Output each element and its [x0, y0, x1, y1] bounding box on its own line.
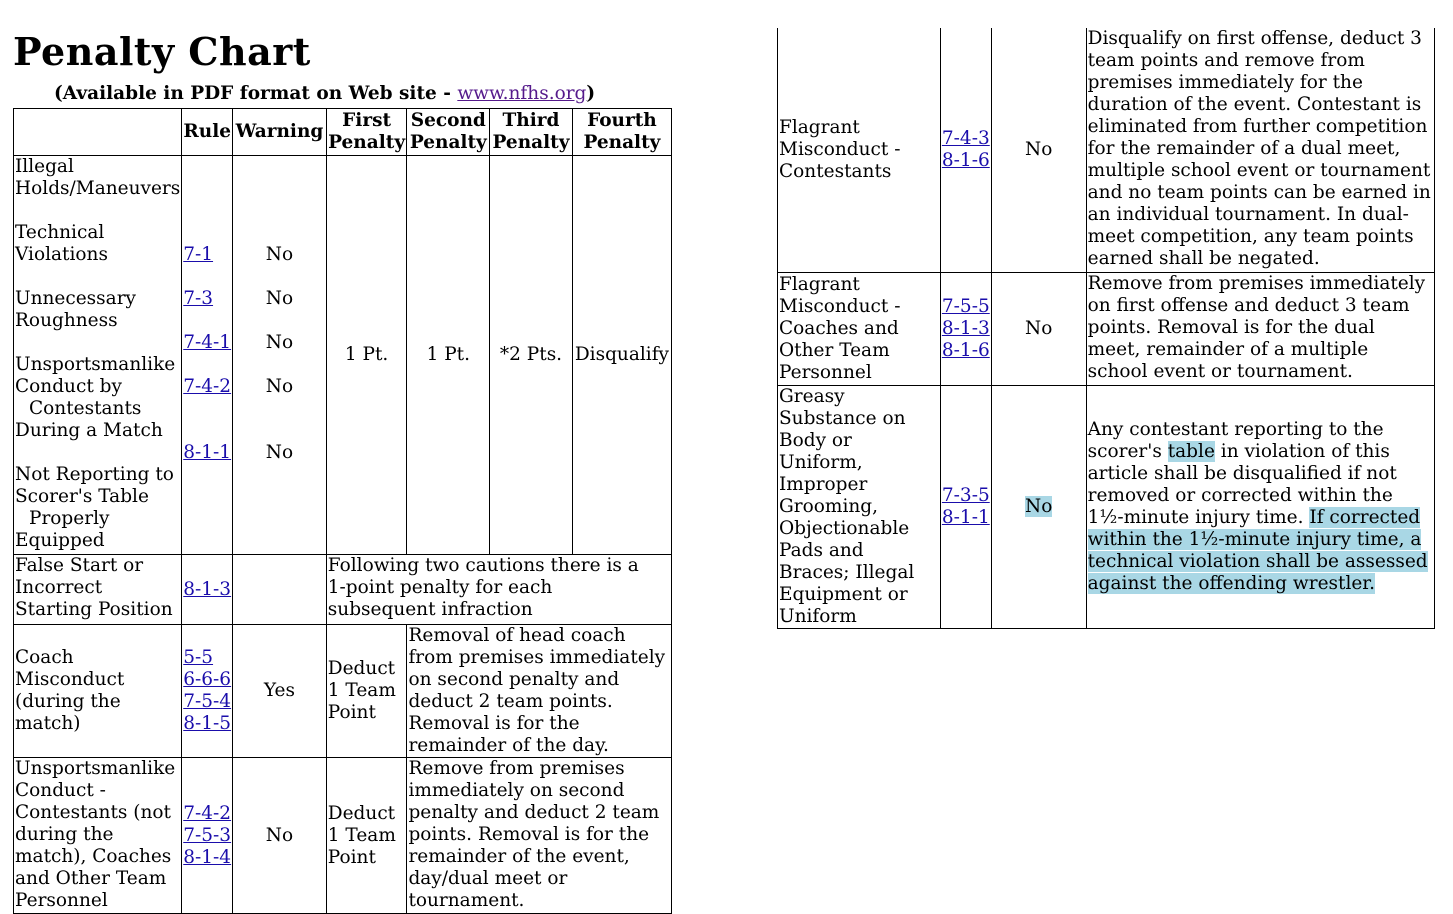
spacer [183, 420, 231, 442]
penalty-description: Following two cautions there is a 1-point penalty for each subsequent infraction [326, 555, 671, 625]
table-row [14, 156, 672, 555]
penalty-table-right [777, 28, 1435, 629]
spacer [183, 310, 231, 332]
table-row [778, 272, 1435, 385]
rule-cell [940, 28, 991, 272]
highlighted-text: table [1167, 440, 1215, 462]
offense-greasy-substance: Greasy Substance on Body or Uniform, Improper Grooming, Objectionable Pads and Braces; Illegal Equipment or Uniform [778, 385, 941, 628]
offense-technical-violations: Technical Violations [15, 222, 108, 265]
warning-cell: No [991, 272, 1086, 385]
header-second-line2: Penalty [409, 132, 487, 153]
rule-link[interactable]: 7-4-2 [183, 802, 232, 824]
offense-flagrant-contestants: Flagrant Misconduct - Contestants [778, 28, 941, 272]
header-fourth-line2: Penalty [583, 132, 661, 153]
offense-unsportsmanlike-line3: During a Match [15, 420, 163, 441]
header-third-line2: Penalty [492, 132, 570, 153]
spacer [234, 266, 325, 288]
rule-link[interactable]: 8-1-6 [941, 149, 990, 171]
header-rule [182, 109, 233, 156]
spacer [15, 266, 180, 288]
table-header-row [14, 109, 672, 156]
warning-cell: No [991, 28, 1086, 272]
table-row [14, 555, 672, 625]
header-first-line2: Penalty [328, 132, 406, 153]
rule-cell [940, 385, 991, 628]
rule-link[interactable]: 7-4-1 [183, 332, 232, 353]
rule-link[interactable]: 8-1-4 [183, 846, 232, 868]
header-second-line1: Second [410, 110, 486, 131]
header-warning [233, 109, 327, 156]
warning-value-highlighted: No [1025, 495, 1053, 517]
fourth-penalty-cell: Disqualify [572, 156, 671, 555]
header-fourth-line1: Fourth [587, 110, 657, 131]
first-penalty-cell: 1 Pt. [326, 156, 407, 555]
rule-link[interactable]: 7-1 [183, 244, 214, 265]
offense-not-reporting-line2: Properly [29, 508, 110, 529]
rule-link[interactable]: 8-1-3 [941, 317, 990, 339]
third-penalty-cell: *2 Pts. [490, 156, 573, 555]
warning-cell [233, 156, 327, 555]
header-third-line1: Third [502, 110, 560, 131]
warning-value: No [265, 376, 294, 397]
offense-coach-misconduct: Coach Misconduct (during the match) [14, 625, 182, 758]
rule-link[interactable]: 7-4-3 [941, 127, 990, 149]
rule-cell [182, 156, 233, 555]
rule-link[interactable]: 7-5-3 [183, 824, 232, 846]
spacer [183, 266, 231, 288]
rule-link[interactable]: 7-3-5 [941, 484, 990, 506]
spacer [183, 354, 231, 376]
warning-value: No [265, 288, 294, 309]
offense-unsportsmanlike-line2: Contestants [29, 398, 142, 419]
rule-cell [182, 758, 233, 914]
subtitle-prefix: (Available in PDF format on Web site - [54, 83, 458, 104]
rule-link[interactable]: 7-3 [183, 288, 214, 309]
description-text: Any contestant reporting to the scorer's [1087, 418, 1384, 462]
subtitle-suffix: ) [586, 83, 596, 104]
header-first-line1: First [342, 110, 392, 131]
offense-illegal-holds: Illegal Holds/Maneuvers [15, 156, 181, 199]
header-fourth-penalty [572, 109, 671, 156]
offense-flagrant-coaches: Flagrant Misconduct - Coaches and Other Team Personnel [778, 272, 941, 385]
penalty-description [1086, 385, 1434, 628]
table-row [14, 758, 672, 914]
offense-not-reporting-line3: Equipped [15, 530, 105, 551]
subsequent-penalty-cell: Removal of head coach from premises immediately on second penalty and deduct 2 team points. Removal is for the remainder of the day. [407, 625, 672, 758]
header-third-penalty [490, 109, 573, 156]
table-row [778, 28, 1435, 272]
penalty-description: Remove from premises immediately on first offense and deduct 3 team points. Removal is for the dual meet, remainder of a multiple school event or tournament. [1086, 272, 1434, 385]
offense-unsportsmanlike-line1: Unsportsmanlike Conduct by [15, 354, 176, 397]
rule-link[interactable]: 6-6-6 [183, 669, 232, 690]
offense-unnecessary-roughness: Unnecessary Roughness [15, 288, 136, 331]
header-offense [14, 109, 182, 156]
table-row [778, 385, 1435, 628]
offense-false-start: False Start or Incorrect Starting Position [14, 555, 182, 625]
rule-cell [940, 272, 991, 385]
offense-unsportsmanlike-not-during-match: Unsportsmanlike Conduct - Contestants (not during the match), Coaches and Other Team Personnel [14, 758, 182, 914]
page-subtitle [54, 82, 595, 106]
rule-link[interactable]: 8-1-1 [941, 506, 990, 528]
header-warning-label: Warning [235, 121, 324, 142]
rule-link[interactable]: 8-1-3 [183, 578, 232, 600]
header-rule-label: Rule [183, 121, 231, 142]
page-title: Penalty Chart [13, 29, 311, 74]
rule-link[interactable]: 8-1-6 [941, 339, 990, 361]
warning-cell [233, 555, 327, 625]
penalty-table-left [13, 108, 672, 914]
spacer [183, 398, 231, 420]
spacer [234, 420, 325, 442]
header-second-penalty [407, 109, 490, 156]
warning-value: No [265, 332, 294, 353]
rule-link[interactable]: 7-5-4 [183, 691, 232, 712]
spacer [15, 332, 180, 354]
spacer [15, 442, 180, 464]
first-penalty-cell: Deduct 1 Team Point [326, 625, 407, 758]
highlighted-text: If corrected within the 1½-minute injury time, a technical violation shall be assessed against the offending wrestler. [1087, 506, 1428, 594]
warning-cell: Yes [233, 625, 327, 758]
rule-cell [182, 555, 233, 625]
first-penalty-cell: Deduct 1 Team Point [326, 758, 407, 914]
spacer [234, 354, 325, 376]
warning-cell: No [233, 758, 327, 914]
warning-cell [991, 385, 1086, 628]
warning-value: No [265, 244, 294, 265]
rule-link[interactable]: 8-1-1 [183, 442, 232, 463]
rule-link[interactable]: 8-1-5 [183, 713, 232, 734]
offense-not-reporting-line1: Not Reporting to Scorer's Table [15, 464, 174, 507]
warning-value: No [265, 442, 294, 463]
spacer [234, 398, 325, 420]
spacer [15, 200, 180, 222]
offense-cell [14, 156, 182, 555]
header-first-penalty [326, 109, 407, 156]
rule-cell [182, 625, 233, 758]
subsequent-penalty-cell: Remove from premises immediately on second penalty and deduct 2 team points. Removal is for the remainder of the event, day/dual meet or tournament. [407, 758, 672, 914]
second-penalty-cell: 1 Pt. [407, 156, 490, 555]
rule-link[interactable]: 7-4-2 [183, 376, 232, 397]
spacer [234, 310, 325, 332]
nfhs-website-link[interactable]: www.nfhs.org [457, 83, 587, 104]
rule-link[interactable]: 5-5 [183, 647, 214, 668]
penalty-description: Disqualify on first offense, deduct 3 team points and remove from premises immediately for the duration of the event. Contestant is eliminated from further competition for the remainder of a dual meet, multiple school event or tournament and no team points can be earned in an individual tournament. In dual-meet competition, any team points earned shall be negated. [1086, 28, 1434, 272]
table-row [14, 625, 672, 758]
description-text: in violation of this article shall be disqualified if not removed or corrected within the 1½-minute injury time. [1087, 440, 1397, 528]
rule-link[interactable]: 7-5-5 [941, 295, 990, 317]
